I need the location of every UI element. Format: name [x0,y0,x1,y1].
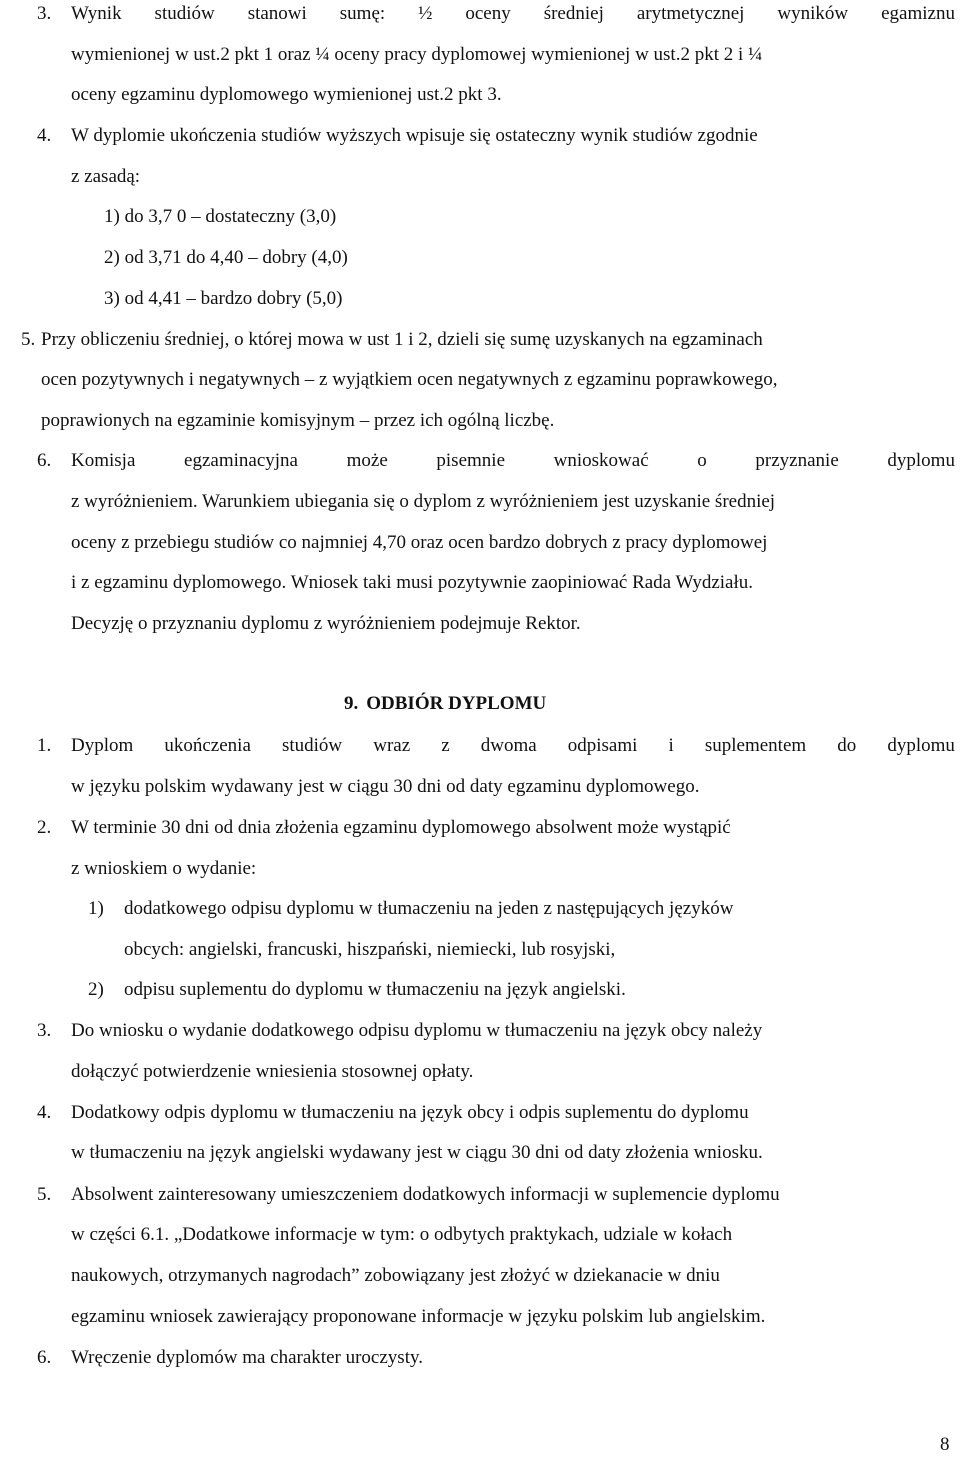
item-number: 3. [37,1020,52,1041]
word: może [346,450,388,471]
s9-item1-line2: w języku polskim wydawany jest w ciągu 30 dni od daty egzaminu dyplomowego. [71,776,700,797]
word: dwoma [480,735,537,756]
word: sumę: [339,3,386,24]
s9-item2-sub2-line1: odpisu suplementu do dyplomu w tłumaczeniu na język angielski. [124,979,626,1000]
word: egamiznu [881,3,955,24]
word: studiów [281,735,343,756]
word: egzaminacyjna [184,450,298,471]
item-number: 3. [37,3,52,24]
item6-line3: oceny z przebiegu studiów co najmniej 4,70 oraz ocen bardzo dobrych z pracy dyplomowej [71,532,768,553]
item-number: 6. [37,1347,52,1368]
word: przyznanie [755,450,839,471]
item5-line1: Przy obliczeniu średniej, o której mowa w ust 1 i 2, dzieli się sumę uzyskanych na egzaminach [41,329,763,350]
s9-item6-line1: Wręczenie dyplomów ma charakter uroczysty. [71,1347,423,1368]
item-number: 6. [37,450,52,471]
word: stanowi [247,3,307,24]
item6-line5: Decyzję o przyznaniu dyplomu z wyróżnieniem podejmuje Rektor. [71,613,581,634]
word: ukończenia [164,735,251,756]
word: Dyplom [71,735,134,756]
word: o [697,450,707,471]
section-number: 9. [344,693,359,714]
item-number: 5. [21,329,36,350]
section-title: ODBIÓR DYPLOMU [366,693,547,714]
item-number: 5. [37,1184,52,1205]
item6-line2: z wyróżnieniem. Warunkiem ubiegania się o dyplom z wyróżnieniem jest uzyskanie średniej [71,491,776,512]
s9-item2-sub1-line1: dodatkowego odpisu dyplomu w tłumaczeniu na jeden z następujących języków [124,898,734,919]
s9-item2-line2: z wnioskiem o wydanie: [71,858,257,879]
item-number: 1. [37,735,52,756]
word: oceny [465,3,511,24]
word: arytmetycznej [636,3,745,24]
item6-line4: i z egzaminu dyplomowego. Wniosek taki musi pozytywnie zaopiniować Rada Wydziału. [71,572,753,593]
item4-line1: W dyplomie ukończenia studiów wyższych wpisuje się ostateczny wynik studiów zgodnie [71,125,758,146]
s9-item2-sub1-line2: obcych: angielski, francuski, hiszpański, niemiecki, lub rosyjski, [124,939,616,960]
item-number: 4. [37,1102,52,1123]
item5-line2: ocen pozytywnych i negatywnych – z wyjątkiem ocen negatywnych z egzaminu poprawkowego, [41,369,778,390]
item3-line3: oceny egzaminu dyplomowego wymienionej ust.2 pkt 3. [71,84,502,105]
s9-item5-line3: naukowych, otrzymanych nagrodach” zobowiązany jest złożyć w dziekanacie w dniu [71,1265,720,1286]
item-number: 2. [37,817,52,838]
s9-item5-line4: egzaminu wniosek zawierający proponowane informacje w języku polskim lub angielskim. [71,1306,766,1327]
word: wraz [373,735,411,756]
s9-item3-line1: Do wniosku o wydanie dodatkowego odpisu dyplomu w tłumaczeniu na język obcy należy [71,1020,763,1041]
word: ½ [418,3,433,24]
s9-item1-line1 [71,735,955,757]
word: wnioskować [553,450,649,471]
page-number: 8 [940,1434,950,1455]
s9-item2-line1: W terminie 30 dni od dnia złożenia egzaminu dyplomowego absolwent może wystąpić [71,817,731,838]
word: Komisja [71,450,136,471]
s9-item4-line2: w tłumaczeniu na język angielski wydawany jest w ciągu 30 dni od daty złożenia wniosku. [71,1142,763,1163]
word: suplementem [704,735,807,756]
item-number: 4. [37,125,52,146]
grade-threshold-2: 2) od 3,71 do 4,40 – dobry (4,0) [104,247,348,268]
item4-line2: z zasadą: [71,166,141,187]
word: z [441,735,450,756]
s9-item4-line1: Dodatkowy odpis dyplomu w tłumaczeniu na język obcy i odpis suplementu do dyplomu [71,1102,749,1123]
word: wyników [777,3,849,24]
item5-line3: poprawionych na egzaminie komisyjnym – przez ich ogólną liczbę. [41,410,555,431]
item6-line1 [71,450,955,472]
s9-item3-line2: dołączyć potwierdzenie wniesienia stosownej opłaty. [71,1061,474,1082]
subitem-number: 1) [88,898,104,919]
word: odpisami [567,735,638,756]
grade-threshold-3: 3) od 4,41 – bardzo dobry (5,0) [104,288,343,309]
grade-threshold-1: 1) do 3,7 0 – dostateczny (3,0) [104,206,337,227]
item3-line2: wymienionej w ust.2 pkt 1 oraz ¼ oceny pracy dyplomowej wymienionej w ust.2 pkt 2 i ¼ [71,44,763,65]
word: i [668,735,674,756]
word: średniej [543,3,604,24]
s9-item5-line2: w części 6.1. „Dodatkowe informacje w tym: o odbytych praktykach, udziale w kołach [71,1224,733,1245]
word: dyplomu [887,735,955,756]
s9-item5-line1: Absolwent zainteresowany umieszczeniem dodatkowych informacji w suplemencie dyplomu [71,1184,780,1205]
word: pisemnie [436,450,506,471]
word: dyplomu [887,450,955,471]
item3-line1 [71,3,955,25]
word: do [837,735,857,756]
word: Wynik [71,3,122,24]
subitem-number: 2) [88,979,104,1000]
section-heading [344,693,546,715]
word: studiów [154,3,215,24]
